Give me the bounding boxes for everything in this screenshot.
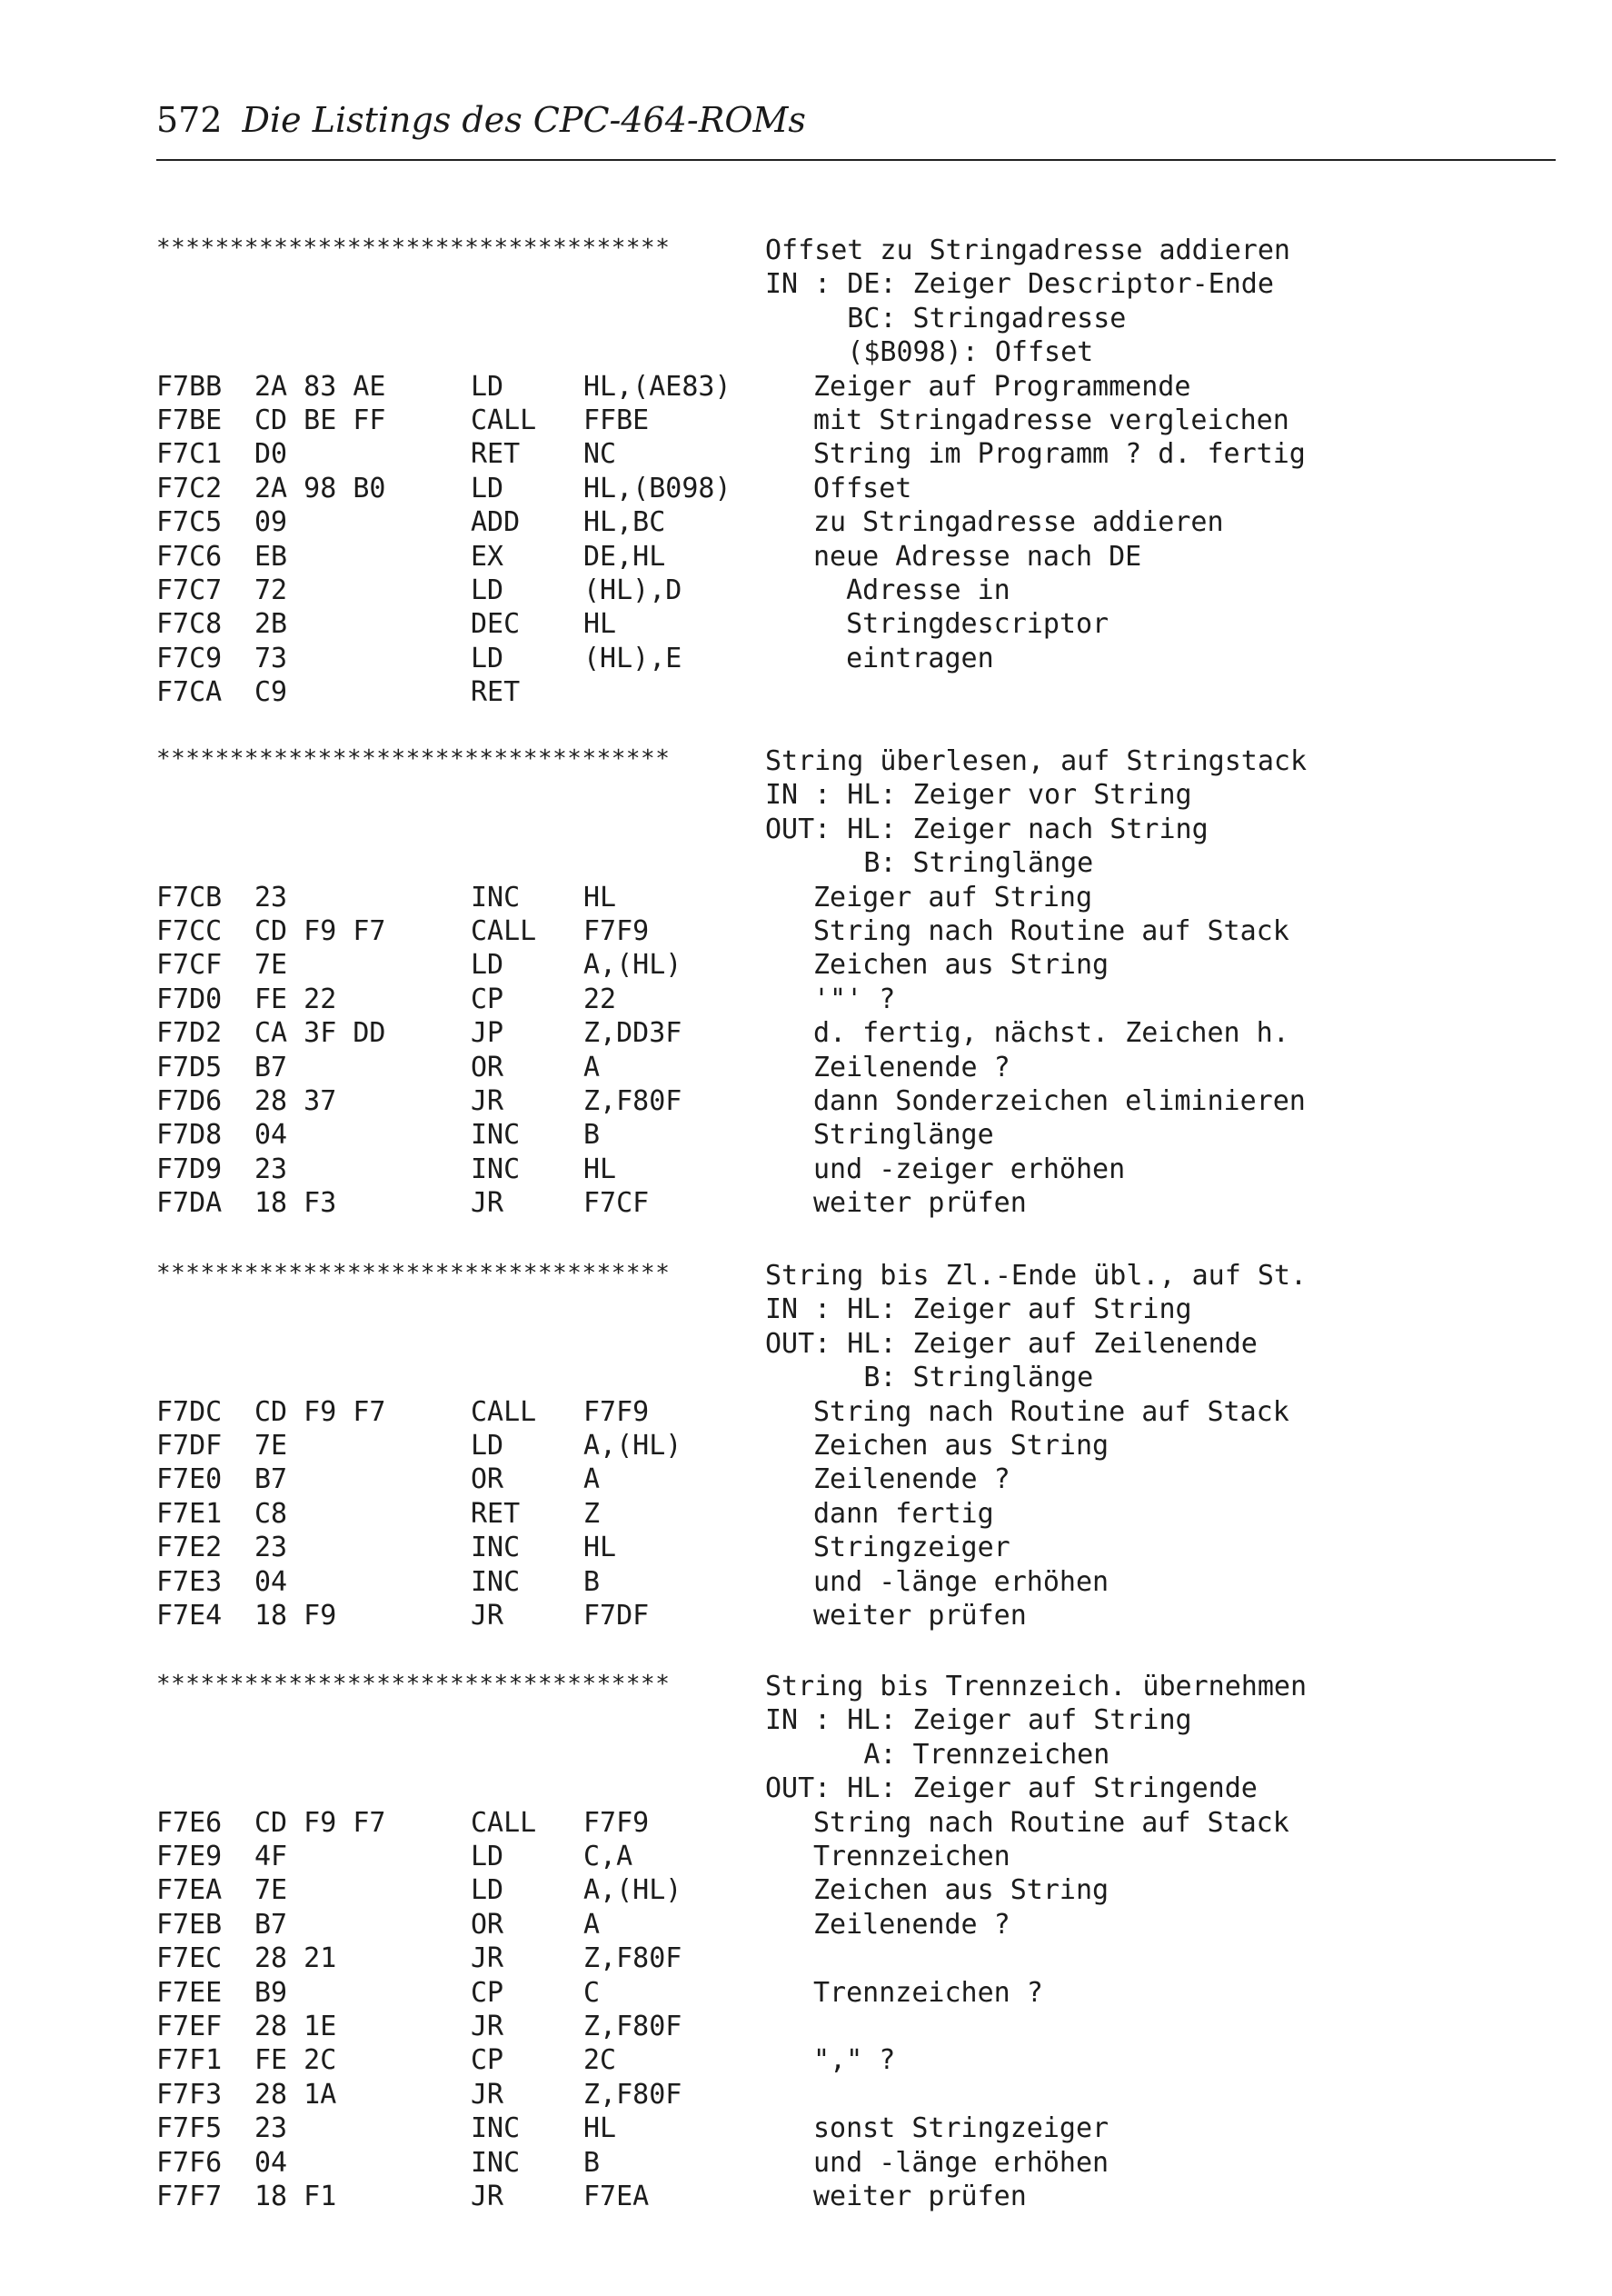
code-row (0, 371, 1612, 404)
comment: und -zeiger erhöhen (813, 1153, 1126, 1185)
address: F7C2 (156, 472, 223, 504)
mnemonic: LD (471, 1841, 504, 1872)
operand: C,A (583, 1841, 633, 1872)
section-header-text: B: Stringlänge (765, 1362, 1094, 1394)
mnemonic: INC (471, 1565, 521, 1598)
separator-stars: *********************************** (156, 235, 671, 262)
address: F7E3 (156, 1565, 223, 1598)
operand: B (583, 1119, 601, 1152)
code-row (0, 1119, 1612, 1153)
section-header-line (0, 1739, 1612, 1772)
comment: Adresse in (813, 574, 1010, 606)
address: F7EC (156, 1942, 223, 1975)
section-header-line (0, 847, 1612, 881)
hex-bytes: 7E (254, 949, 288, 982)
mnemonic: LD (471, 472, 504, 504)
address: F7EB (156, 1908, 223, 1941)
comment: Stringlänge (813, 1119, 994, 1152)
comment: d. fertig, nächst. Zeichen h. (813, 1017, 1289, 1050)
separator-stars: *********************************** (156, 745, 671, 773)
hex-bytes: 23 (254, 1532, 288, 1564)
mnemonic: INC (471, 2112, 521, 2145)
hex-bytes: 09 (254, 506, 288, 539)
operand: A (583, 1908, 601, 1941)
comment: Zeichen aus String (813, 949, 1109, 982)
page-number: 572 (156, 100, 223, 140)
hex-bytes: CA 3F DD (254, 1017, 386, 1050)
hex-bytes: 73 (254, 642, 288, 674)
address: F7E2 (156, 1532, 223, 1564)
comment: Zeichen aus String (813, 1430, 1109, 1462)
section-header-line (0, 1704, 1612, 1738)
address: F7D5 (156, 1051, 223, 1083)
hex-bytes: B7 (254, 1051, 288, 1083)
section-header-text: ($B098): Offset (765, 336, 1094, 369)
address: F7F7 (156, 2181, 223, 2212)
address: F7E6 (156, 1806, 223, 1839)
operand: 2C (583, 2044, 617, 2077)
comment: Zeilenende ? (813, 1051, 1010, 1083)
hex-bytes: CD F9 F7 (254, 1395, 386, 1428)
comment: Offset (813, 472, 912, 504)
mnemonic: RET (471, 676, 521, 709)
operand: Z,F80F (583, 2011, 682, 2042)
code-row (0, 1600, 1612, 1633)
section-header-line (0, 1328, 1612, 1362)
code-row (0, 1396, 1612, 1430)
code-row (0, 1463, 1612, 1497)
section-header-text: String bis Trennzeich. übernehmen (765, 1671, 1308, 1702)
operand: 22 (583, 983, 617, 1015)
hex-bytes: B7 (254, 1908, 288, 1941)
operand: A (583, 1051, 601, 1083)
code-row (0, 1566, 1612, 1600)
code-row (0, 1532, 1612, 1565)
mnemonic: INC (471, 881, 521, 913)
hex-bytes: 28 1A (254, 2078, 337, 2111)
address: F7E4 (156, 1600, 223, 1632)
hex-bytes: B9 (254, 1976, 288, 2009)
mnemonic: LD (471, 574, 504, 606)
section-header-line (0, 1772, 1612, 1806)
mnemonic: INC (471, 1119, 521, 1152)
code-row (0, 949, 1612, 983)
code-row (0, 1807, 1612, 1841)
operand: A,(HL) (583, 1874, 682, 1907)
comment: String nach Routine auf Stack (813, 1806, 1289, 1839)
mnemonic: OR (471, 1051, 504, 1083)
separator-stars: *********************************** (156, 1671, 671, 1698)
code-row (0, 404, 1612, 438)
mnemonic: CALL (471, 404, 537, 436)
comment: Zeiger auf String (813, 881, 1093, 913)
mnemonic: LD (471, 1430, 504, 1462)
hex-bytes: C9 (254, 676, 288, 709)
section-header-text: B: Stringlänge (765, 847, 1094, 880)
code-row (0, 676, 1612, 710)
code-row (0, 1874, 1612, 1908)
comment: String nach Routine auf Stack (813, 1395, 1289, 1428)
section-header-line (0, 779, 1612, 813)
operand: Z (583, 1497, 601, 1530)
mnemonic: JR (471, 1187, 504, 1220)
address: F7C7 (156, 574, 223, 606)
section-header-line (0, 336, 1612, 370)
hex-bytes: 7E (254, 1430, 288, 1462)
address: F7D2 (156, 1017, 223, 1050)
comment: Zeichen aus String (813, 1874, 1109, 1907)
address: F7E9 (156, 1841, 223, 1872)
section-header-line (0, 1671, 1612, 1704)
comment: Zeilenende ? (813, 1463, 1010, 1496)
section-header-text: String bis Zl.-Ende übl., auf St. (765, 1260, 1308, 1292)
code-row (0, 1187, 1612, 1221)
address: F7D8 (156, 1119, 223, 1152)
address: F7DA (156, 1187, 223, 1220)
section-header-text: OUT: HL: Zeiger nach String (765, 813, 1209, 845)
hex-bytes: 18 F1 (254, 2181, 337, 2212)
operand: Z,F80F (583, 1942, 682, 1975)
operand: A,(HL) (583, 949, 682, 982)
address: F7C8 (156, 608, 223, 641)
section-header-text: OUT: HL: Zeiger auf Stringende (765, 1772, 1258, 1805)
mnemonic: LD (471, 1874, 504, 1907)
comment: eintragen (813, 642, 994, 674)
hex-bytes: 23 (254, 1153, 288, 1185)
comment: dann fertig (813, 1497, 994, 1530)
mnemonic: CALL (471, 1806, 537, 1839)
code-row (0, 1498, 1612, 1532)
operand: (HL),D (583, 574, 682, 606)
section-header-text: String überlesen, auf Stringstack (765, 745, 1308, 777)
address: F7BE (156, 404, 223, 436)
operand: F7F9 (583, 1395, 650, 1428)
section-header-text: IN : HL: Zeiger vor String (765, 779, 1192, 812)
code-row (0, 2181, 1612, 2214)
address: F7F6 (156, 2146, 223, 2179)
hex-bytes: CD F9 F7 (254, 915, 386, 947)
mnemonic: CP (471, 983, 504, 1015)
operand: HL (583, 2112, 617, 2145)
operand: Z,DD3F (583, 1017, 682, 1050)
section-header-line (0, 745, 1612, 779)
comment: String im Programm ? d. fertig (813, 438, 1306, 471)
section-header-text: Offset zu Stringadresse addieren (765, 235, 1290, 266)
hex-bytes: CD BE FF (254, 404, 386, 436)
comment: und -länge erhöhen (813, 1565, 1109, 1598)
mnemonic: LD (471, 949, 504, 982)
address: F7CA (156, 676, 223, 709)
hex-bytes: CD F9 F7 (254, 1806, 386, 1839)
code-row (0, 1085, 1612, 1119)
section-header-line (0, 1260, 1612, 1293)
operand: HL,BC (583, 506, 666, 539)
comment: Zeilenende ? (813, 1908, 1010, 1941)
section-header-text: IN : HL: Zeiger auf String (765, 1293, 1192, 1326)
operand: F7F9 (583, 915, 650, 947)
operand: HL (583, 608, 617, 641)
comment: und -länge erhöhen (813, 2146, 1109, 2179)
section-header-text: A: Trennzeichen (765, 1738, 1110, 1771)
hex-bytes: 04 (254, 2146, 288, 2179)
comment: dann Sonderzeichen eliminieren (813, 1085, 1306, 1117)
hex-bytes: FE 22 (254, 983, 337, 1015)
hex-bytes: 04 (254, 1565, 288, 1598)
hex-bytes: 2A 98 B0 (254, 472, 386, 504)
hex-bytes: 18 F9 (254, 1600, 337, 1632)
code-row (0, 2011, 1612, 2044)
comment: Trennzeichen (813, 1841, 1010, 1872)
address: F7C9 (156, 642, 223, 674)
operand: NC (583, 438, 617, 471)
address: F7F3 (156, 2078, 223, 2111)
hex-bytes: C8 (254, 1497, 288, 1530)
page-title: Die Listings des CPC-464-ROMs (242, 100, 806, 140)
operand: C (583, 1976, 601, 2009)
mnemonic: INC (471, 1532, 521, 1564)
hex-bytes: D0 (254, 438, 288, 471)
address: F7EF (156, 2011, 223, 2042)
address: F7E1 (156, 1497, 223, 1530)
mnemonic: INC (471, 1153, 521, 1185)
code-row (0, 2147, 1612, 2181)
mnemonic: RET (471, 1497, 521, 1530)
section-header-text: IN : DE: Zeiger Descriptor-Ende (765, 268, 1274, 301)
mnemonic: JP (471, 1017, 504, 1050)
code-row (0, 608, 1612, 642)
comment: sonst Stringzeiger (813, 2112, 1109, 2145)
address: F7E0 (156, 1463, 223, 1496)
address: F7C6 (156, 540, 223, 573)
section-header-line (0, 268, 1612, 302)
comment: weiter prüfen (813, 2181, 1027, 2212)
mnemonic: JR (471, 1600, 504, 1632)
code-row (0, 2079, 1612, 2112)
address: F7D9 (156, 1153, 223, 1185)
mnemonic: INC (471, 2146, 521, 2179)
mnemonic: JR (471, 1085, 504, 1117)
operand: DE,HL (583, 540, 666, 573)
separator-stars: *********************************** (156, 1260, 671, 1287)
section-header-line (0, 814, 1612, 847)
operand: F7CF (583, 1187, 650, 1220)
mnemonic: ADD (471, 506, 521, 539)
comment: Trennzeichen ? (813, 1976, 1043, 2009)
hex-bytes: EB (254, 540, 288, 573)
section-header-text: BC: Stringadresse (765, 302, 1127, 334)
operand: B (583, 1565, 601, 1598)
code-row (0, 473, 1612, 506)
address: F7F1 (156, 2044, 223, 2077)
code-row (0, 1153, 1612, 1187)
operand: (HL),E (583, 642, 682, 674)
mnemonic: CP (471, 1976, 504, 2009)
hex-bytes: 7E (254, 1874, 288, 1907)
address: F7CB (156, 881, 223, 913)
code-row (0, 1841, 1612, 1874)
comment: neue Adresse nach DE (813, 540, 1142, 573)
comment: "," ? (813, 2044, 896, 2077)
operand: F7EA (583, 2181, 650, 2212)
comment: zu Stringadresse addieren (813, 506, 1224, 539)
comment: Stringzeiger (813, 1532, 1010, 1564)
code-row (0, 882, 1612, 915)
code-row (0, 2044, 1612, 2078)
address: F7C1 (156, 438, 223, 471)
code-row (0, 643, 1612, 676)
operand: Z,F80F (583, 2078, 682, 2111)
section-header-line (0, 303, 1612, 336)
mnemonic: JR (471, 2078, 504, 2111)
address: F7BB (156, 370, 223, 403)
hex-bytes: 72 (254, 574, 288, 606)
address: F7C5 (156, 506, 223, 539)
code-row (0, 1052, 1612, 1085)
operand: HL,(AE83) (583, 370, 731, 403)
comment: weiter prüfen (813, 1600, 1027, 1632)
operand: F7DF (583, 1600, 650, 1632)
address: F7CC (156, 915, 223, 947)
operand: Z,F80F (583, 1085, 682, 1117)
hex-bytes: 23 (254, 881, 288, 913)
mnemonic: RET (471, 438, 521, 471)
mnemonic: JR (471, 2181, 504, 2212)
code-row (0, 983, 1612, 1017)
comment: mit Stringadresse vergleichen (813, 404, 1289, 436)
section-header-text: OUT: HL: Zeiger auf Zeilenende (765, 1327, 1258, 1360)
comment: Stringdescriptor (813, 608, 1109, 641)
mnemonic: CALL (471, 1395, 537, 1428)
comment: weiter prüfen (813, 1187, 1027, 1220)
hex-bytes: 04 (254, 1119, 288, 1152)
hex-bytes: 2B (254, 608, 288, 641)
section-header-text: IN : HL: Zeiger auf String (765, 1704, 1192, 1737)
code-row (0, 1977, 1612, 2011)
mnemonic: LD (471, 370, 504, 403)
address: F7EA (156, 1874, 223, 1907)
hex-bytes: 28 37 (254, 1085, 337, 1117)
hex-bytes: 28 1E (254, 2011, 337, 2042)
hex-bytes: 2A 83 AE (254, 370, 386, 403)
section-header-line (0, 235, 1612, 268)
address: F7F5 (156, 2112, 223, 2145)
mnemonic: JR (471, 1942, 504, 1975)
operand: FFBE (583, 404, 650, 436)
code-row (0, 541, 1612, 574)
operand: A,(HL) (583, 1430, 682, 1462)
mnemonic: OR (471, 1463, 504, 1496)
mnemonic: LD (471, 642, 504, 674)
operand: A (583, 1463, 601, 1496)
address: F7D0 (156, 983, 223, 1015)
hex-bytes: FE 2C (254, 2044, 337, 2077)
code-row (0, 915, 1612, 949)
address: F7DF (156, 1430, 223, 1462)
operand: F7F9 (583, 1806, 650, 1839)
code-row (0, 1909, 1612, 1942)
section-header-line (0, 1362, 1612, 1395)
address: F7CF (156, 949, 223, 982)
comment: Zeiger auf Programmende (813, 370, 1191, 403)
code-row (0, 574, 1612, 608)
operand: HL (583, 1532, 617, 1564)
code-row (0, 2112, 1612, 2146)
mnemonic: CALL (471, 915, 537, 947)
code-row (0, 506, 1612, 540)
mnemonic: OR (471, 1908, 504, 1941)
code-row (0, 1942, 1612, 1976)
mnemonic: CP (471, 2044, 504, 2077)
comment: '"' ? (813, 983, 896, 1015)
operand: HL (583, 881, 617, 913)
hex-bytes: 23 (254, 2112, 288, 2145)
address: F7DC (156, 1395, 223, 1428)
address: F7EE (156, 1976, 223, 2009)
operand: HL (583, 1153, 617, 1185)
hex-bytes: B7 (254, 1463, 288, 1496)
address: F7D6 (156, 1085, 223, 1117)
mnemonic: DEC (471, 608, 521, 641)
hex-bytes: 4F (254, 1841, 288, 1872)
code-row (0, 1017, 1612, 1051)
hex-bytes: 28 21 (254, 1942, 337, 1975)
section-header-line (0, 1293, 1612, 1327)
comment: String nach Routine auf Stack (813, 915, 1289, 947)
code-row (0, 1430, 1612, 1463)
mnemonic: JR (471, 2011, 504, 2042)
hex-bytes: 18 F3 (254, 1187, 337, 1220)
code-row (0, 438, 1612, 472)
mnemonic: EX (471, 540, 504, 573)
operand: HL,(B098) (583, 472, 731, 504)
operand: B (583, 2146, 601, 2179)
